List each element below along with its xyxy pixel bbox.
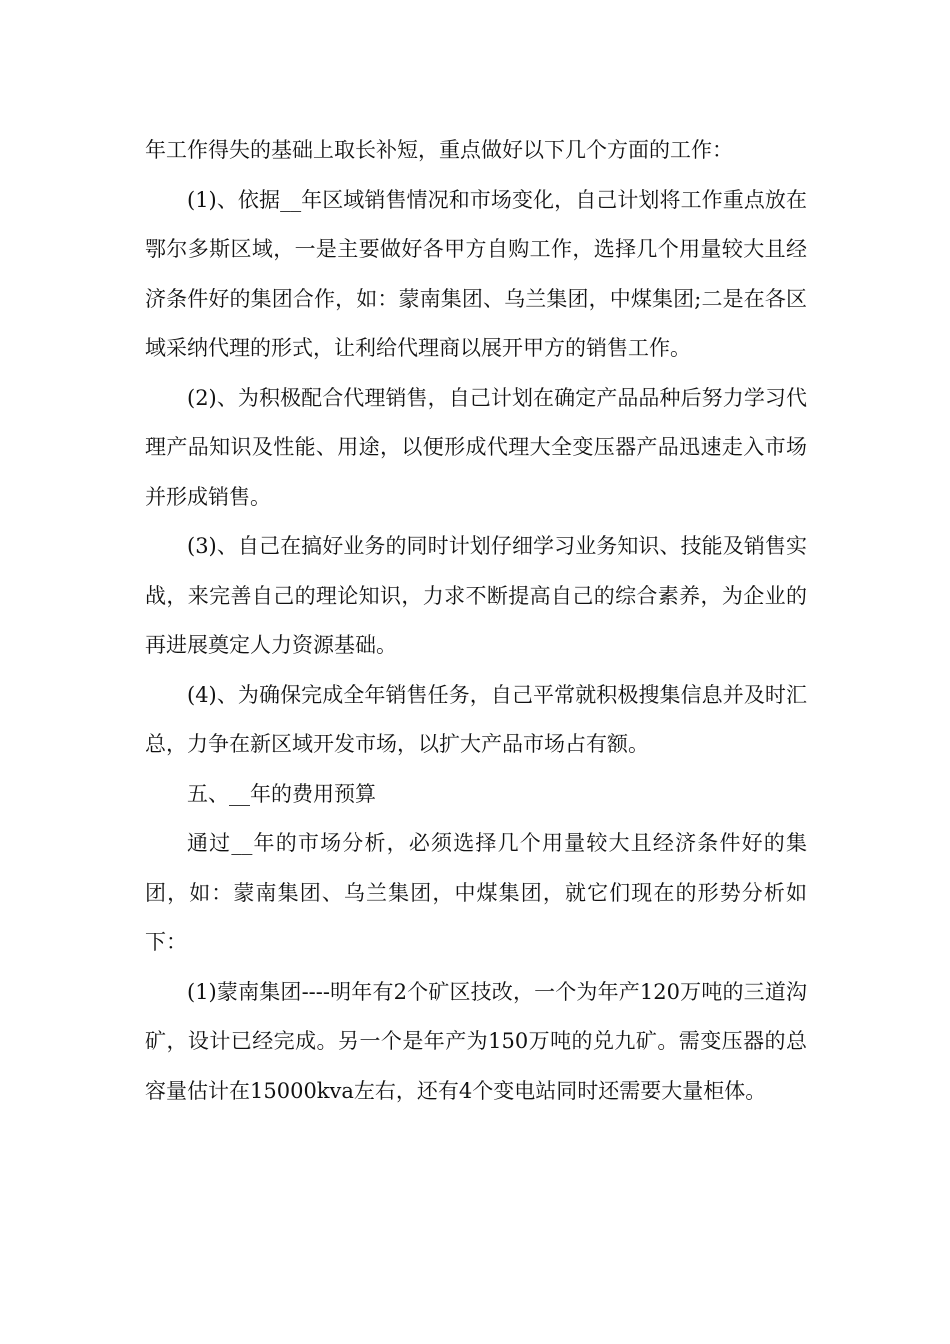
paragraph-2: (1)、依据__年区域销售情况和市场变化，自己计划将工作重点放在鄂尔多斯区域，一是主要做好各甲方自购工作，选择几个用量较大且经济条件好的集团合作，如：蒙南集团、乌兰集团，中煤集团;二是在各区域采纳代理的形式，让利给代理商以展开甲方的销售工作。: [145, 187, 807, 360]
paragraph-6: 通过__年的市场分析，必须选择几个用量较大且经济条件好的集团，如：蒙南集团、乌兰集团，中煤集团，就它们现在的形势分析如下：: [145, 831, 807, 954]
paragraph-1: 年工作得失的基础上取长补短，重点做好以下几个方面的工作：: [145, 138, 733, 162]
paragraph-3: (2)、为积极配合代理销售，自己计划在确定产品品种后努力学习代理产品知识及性能、用途，以便形成代理大全变压器产品迅速走入市场并形成销售。: [145, 385, 807, 509]
section-heading: 五、__年的费用预算: [187, 781, 376, 806]
paragraph-7: (1)蒙南集团----明年有2个矿区技改，一个为年产120万吨的三道沟矿，设计已经完成。另一个是年产为150万吨的兑九矿。需变压器的总容量估计在15000kva左右，还有4个变电站同时还需要大量柜体。: [145, 979, 807, 1103]
paragraph-4: (3)、自己在搞好业务的同时计划仔细学习业务知识、技能及销售实战，来完善自己的理论知识，力求不断提高自己的综合素养，为企业的再进展奠定人力资源基础。: [145, 534, 807, 657]
document-body: [145, 126, 807, 1116]
paragraph-5: (4)、为确保完成全年销售任务，自己平常就积极搜集信息并及时汇总，力争在新区域开发市场，以扩大产品市场占有额。: [145, 682, 807, 756]
